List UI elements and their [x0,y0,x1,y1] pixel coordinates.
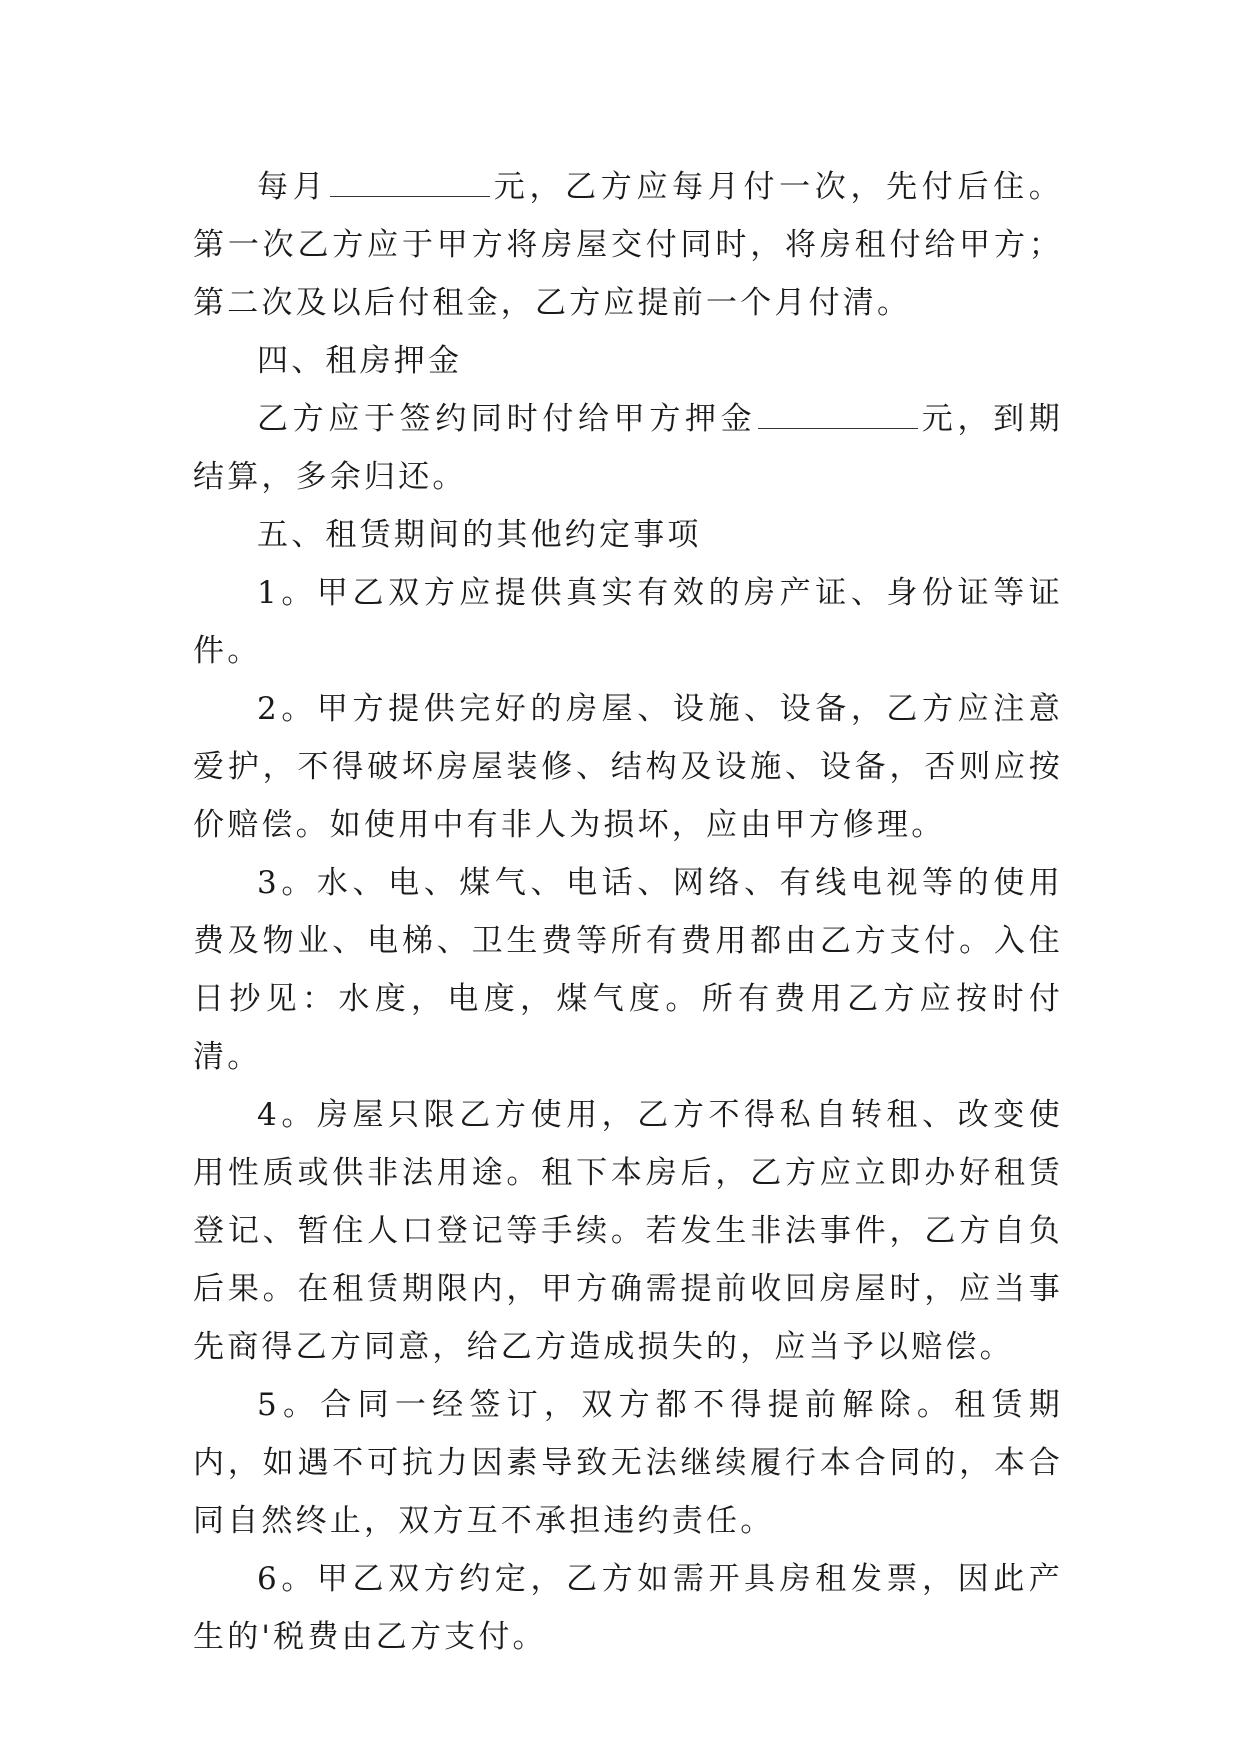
term-item-2: 2。甲方提供完好的房屋、设施、设备，乙方应注意爱护，不得破坏房屋装修、结构及设施、设备，否则应按价赔偿。如使用中有非人为损坏，应由甲方修理。 [193,691,1063,843]
document-page [193,158,1063,1666]
deposit-text-after-blank: 元，到期结算，多余归还。 [193,401,1063,495]
deposit-text-before-blank: 乙方应于签约同时付给甲方押金 [257,401,757,437]
term-item-5: 5。合同一经签订，双方都不得提前解除。租赁期内，如遇不可抗力因素导致无法继续履行本合同的，本合同自然终止，双方互不承担违约责任。 [193,1387,1063,1539]
section-heading-deposit: 四、租房押金 [257,343,463,379]
monthly-rent-blank [330,166,490,197]
term-item-1: 1。甲乙双方应提供真实有效的房产证、身份证等证件。 [193,575,1063,669]
term-item-4: 4。房屋只限乙方使用，乙方不得私自转租、改变使用性质或供非法用途。租下本房后，乙方应立即办好租赁登记、暂住人口登记等手续。若发生非法事件，乙方自负后果。在租赁期限内，甲方确需提前收回房屋时，应当事先商得乙方同意，给乙方造成损失的，应当予以赔偿。 [193,1097,1063,1365]
rent-text-after-blank: 元，乙方应每月付一次，先付后住。第一次乙方应于甲方将房屋交付同时，将房租付给甲方；第二次及以后付租金，乙方应提前一个月付清。 [193,169,1064,321]
rent-text-before-blank: 每月 [257,169,329,205]
term-item-3: 3。水、电、煤气、电话、网络、有线电视等的使用费及物业、电梯、卫生费等所有费用都由乙方支付。入住日抄见：水度，电度，煤气度。所有费用乙方应按时付清。 [193,865,1063,1075]
term-item-6: 6。甲乙双方约定，乙方如需开具房租发票，因此产生的'税费由乙方支付。 [193,1561,1063,1655]
rent-payment-paragraph [193,158,1063,332]
deposit-amount-blank [758,398,918,429]
deposit-paragraph [193,390,1063,506]
section-heading-other-terms: 五、租赁期间的其他约定事项 [257,517,702,553]
